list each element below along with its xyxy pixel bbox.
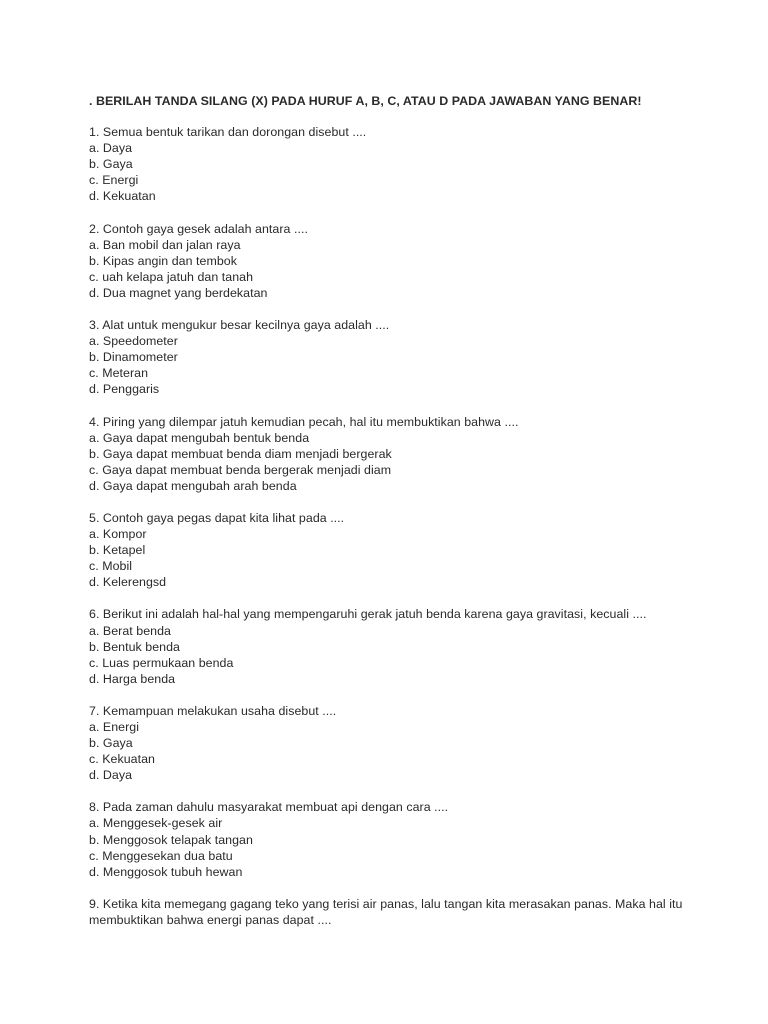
option-d: d. Menggosok tubuh hewan [89, 864, 243, 879]
answer-options [89, 623, 709, 687]
option-c: c. Luas permukaan benda [89, 655, 234, 670]
question-3 [89, 317, 709, 397]
option-a: a. Speedometer [89, 334, 178, 349]
option-d: d. Penggaris [89, 382, 160, 397]
option-d: d. Kelerengsd [89, 575, 167, 590]
option-b: b. Dinamometer [89, 350, 178, 365]
question-6 [89, 606, 709, 686]
option-c: c. Energi [89, 173, 139, 188]
option-d: d. Kekuatan [89, 189, 156, 204]
option-a: a. Menggesek-gesek air [89, 816, 223, 831]
question-text: 8. Pada zaman dahulu masyarakat membuat api dengan cara .... [89, 800, 449, 815]
answer-options [89, 140, 709, 204]
option-b: b. Gaya [89, 736, 133, 751]
option-d: d. Gaya dapat mengubah arah benda [89, 478, 297, 493]
option-b: b. Bentuk benda [89, 639, 180, 654]
option-a: a. Berat benda [89, 623, 171, 638]
answer-options [89, 237, 709, 301]
question-text: 9. Ketika kita memegang gagang teko yang terisi air panas, lalu tangan kita merasakan panas. Maka hal itu membuktikan bahwa energi panas dapat .... [89, 896, 683, 927]
worksheet-page [89, 93, 709, 928]
question-text: 7. Kemampuan melakukan usaha disebut .... [89, 703, 337, 718]
question-text: 1. Semua bentuk tarikan dan dorongan disebut .... [89, 125, 367, 140]
answer-options [89, 815, 709, 879]
question-5 [89, 510, 709, 590]
option-c: c. Menggesekan dua batu [89, 848, 233, 863]
option-b: b. Gaya [89, 157, 133, 172]
option-d: d. Harga benda [89, 671, 176, 686]
option-c: c. Mobil [89, 559, 133, 574]
option-c: c. Gaya dapat membuat benda bergerak menjadi diam [89, 462, 392, 477]
answer-options [89, 526, 709, 590]
option-c: c. Kekuatan [89, 752, 155, 767]
option-a: a. Ban mobil dan jalan raya [89, 237, 241, 252]
answer-options [89, 430, 709, 494]
option-a: a. Gaya dapat mengubah bentuk benda [89, 430, 310, 445]
option-b: b. Menggosok telapak tangan [89, 832, 253, 847]
question-2 [89, 221, 709, 301]
question-8 [89, 799, 709, 879]
question-4 [89, 414, 709, 494]
option-d: d. Dua magnet yang berdekatan [89, 285, 268, 300]
option-b: b. Gaya dapat membuat benda diam menjadi bergerak [89, 446, 392, 461]
answer-options [89, 333, 709, 397]
question-text: 6. Berikut ini adalah hal-hal yang mempengaruhi gerak jatuh benda karena gaya gravitasi, kecuali .... [89, 607, 647, 622]
question-1 [89, 124, 709, 204]
question-7 [89, 703, 709, 783]
option-d: d. Daya [89, 768, 133, 783]
question-text: 4. Piring yang dilempar jatuh kemudian pecah, hal itu membuktikan bahwa .... [89, 414, 519, 429]
instruction-heading: . BERILAH TANDA SILANG (X) PADA HURUF A, B, C, ATAU D PADA JAWABAN YANG BENAR! [89, 94, 642, 108]
question-text: 2. Contoh gaya gesek adalah antara .... [89, 221, 308, 236]
option-a: a. Energi [89, 720, 140, 734]
option-c: c. uah kelapa jatuh dan tanah [89, 269, 254, 284]
option-a: a. Daya [89, 141, 133, 156]
question-text: 5. Contoh gaya pegas dapat kita lihat pada .... [89, 510, 345, 525]
option-b: b. Kipas angin dan tembok [89, 253, 237, 268]
option-b: b. Ketapel [89, 543, 146, 558]
option-c: c. Meteran [89, 366, 149, 381]
question-9 [89, 896, 709, 928]
option-a: a. Kompor [89, 527, 147, 542]
question-text: 3. Alat untuk mengukur besar kecilnya gaya adalah .... [89, 318, 390, 333]
answer-options [89, 719, 709, 783]
